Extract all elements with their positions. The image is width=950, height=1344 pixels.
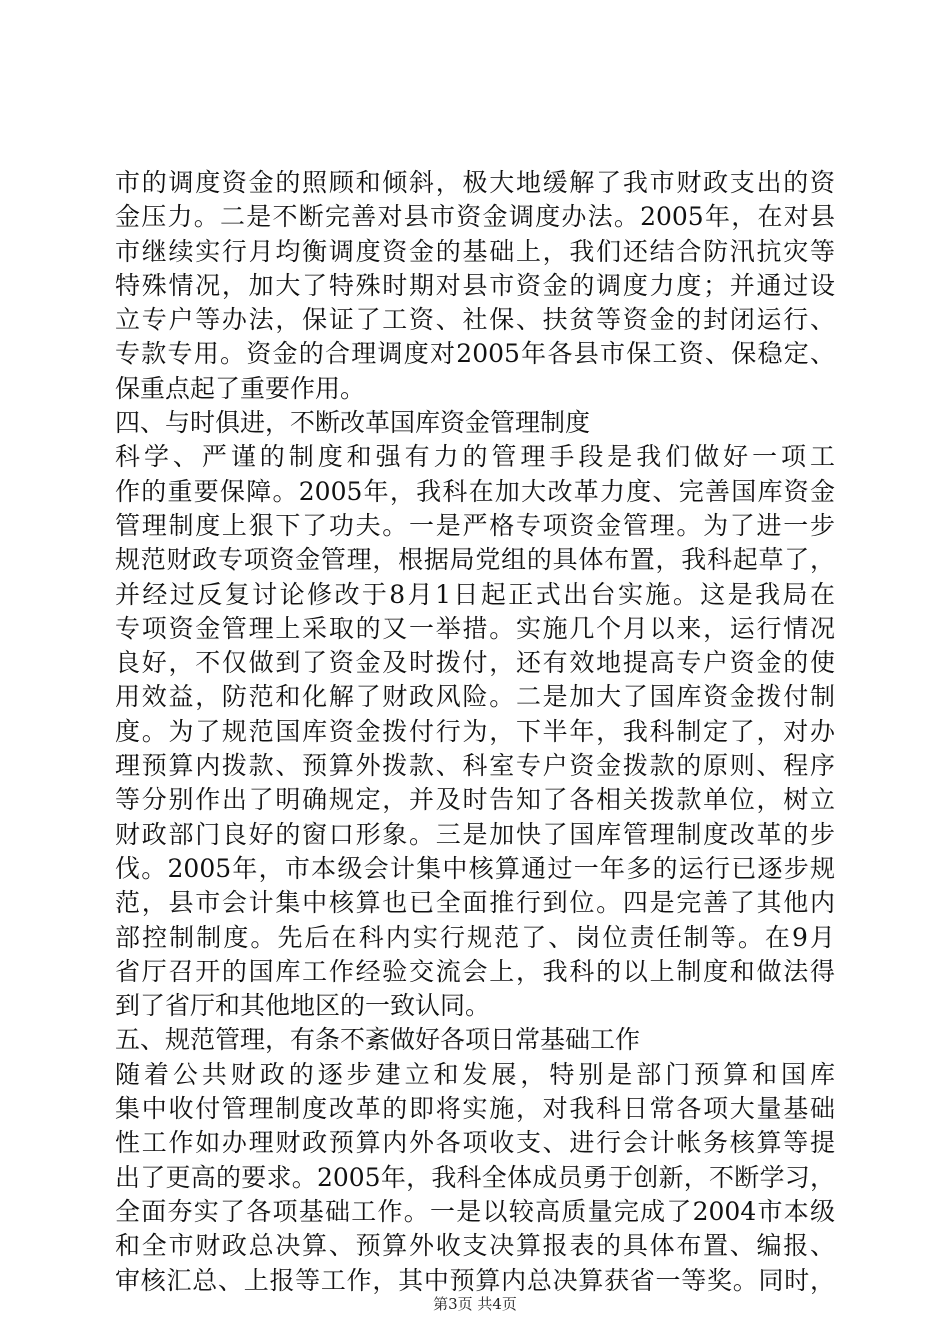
text-line: 专项资金管理上采取的又一举措。实施几个月以来，运行情况: [115, 613, 835, 643]
text-line: 规范财政专项资金管理，根据局党组的具体布置，我科起草了，: [115, 545, 835, 575]
text-line: 集中收付管理制度改革的即将实施，对我科日常各项大量基础: [115, 1094, 835, 1124]
text-line: 管理制度上狠下了功夫。一是严格专项资金管理。为了进一步: [115, 510, 835, 540]
text-line: 特殊情况，加大了特殊时期对县市资金的调度力度；并通过设: [115, 270, 835, 300]
text-line: 部控制制度。先后在科内实行规范了、岗位责任制等。在9月: [115, 922, 835, 952]
text-line: 保重点起了重要作用。: [115, 373, 366, 403]
text-line: 度。为了规范国库资金拨付行为，下半年，我科制定了，对办: [115, 716, 835, 746]
text-line: 五、规范管理，有条不紊做好各项日常基础工作: [115, 1025, 641, 1055]
text-line: 理预算内拨款、预算外拨款、科室专户资金拨款的原则、程序: [115, 751, 835, 781]
text-line: 省厅召开的国库工作经验交流会上，我科的以上制度和做法得: [115, 956, 835, 986]
page-footer: 第3页 共4页: [433, 1295, 517, 1313]
text-line: 范，县市会计集中核算也已全面推行到位。四是完善了其他内: [115, 888, 835, 918]
text-line: 性工作如办理财政预算内外各项收支、进行会计帐务核算等提: [115, 1128, 835, 1158]
text-line: 四、与时俱进，不断改革国库资金管理制度: [115, 408, 591, 438]
document-body: [115, 166, 835, 1298]
text-line: 市继续实行月均衡调度资金的基础上，我们还结合防汛抗灾等: [115, 236, 835, 266]
text-line: 全面夯实了各项基础工作。一是以较高质量完成了2004市本级: [115, 1196, 835, 1226]
text-line: 科学、严谨的制度和强有力的管理手段是我们做好一项工: [115, 442, 835, 472]
text-line: 并经过反复讨论修改于8月1日起正式出台实施。这是我局在: [115, 579, 835, 609]
text-line: 伐。2005年，市本级会计集中核算通过一年多的运行已逐步规: [115, 853, 835, 883]
text-line: 良好，不仅做到了资金及时拨付，还有效地提高专户资金的使: [115, 648, 835, 678]
text-line: 用效益，防范和化解了财政风险。二是加大了国库资金拨付制: [115, 682, 835, 712]
text-line: 和全市财政总决算、预算外收支决算报表的具体布置、编报、: [115, 1231, 835, 1261]
text-line: 等分别作出了明确规定，并及时告知了各相关拨款单位，树立: [115, 785, 835, 815]
text-line: 随着公共财政的逐步建立和发展，特别是部门预算和国库: [115, 1059, 835, 1089]
text-line: 审核汇总、上报等工作，其中预算内总决算获省一等奖。同时，: [115, 1265, 835, 1295]
text-line: 立专户等办法，保证了工资、社保、扶贫等资金的封闭运行、: [115, 305, 835, 335]
text-line: 金压力。二是不断完善对县市资金调度办法。2005年，在对县: [115, 202, 835, 232]
text-line: 到了省厅和其他地区的一致认同。: [115, 991, 491, 1021]
text-line: 市的调度资金的照顾和倾斜，极大地缓解了我市财政支出的资: [115, 168, 835, 197]
text-line: 财政部门良好的窗口形象。三是加快了国库管理制度改革的步: [115, 819, 835, 849]
text-line: 专款专用。资金的合理调度对2005年各县市保工资、保稳定、: [115, 339, 835, 369]
text-line: 出了更高的要求。2005年，我科全体成员勇于创新，不断学习，: [115, 1162, 835, 1192]
text-line: 作的重要保障。2005年，我科在加大改革力度、完善国库资金: [115, 476, 835, 506]
